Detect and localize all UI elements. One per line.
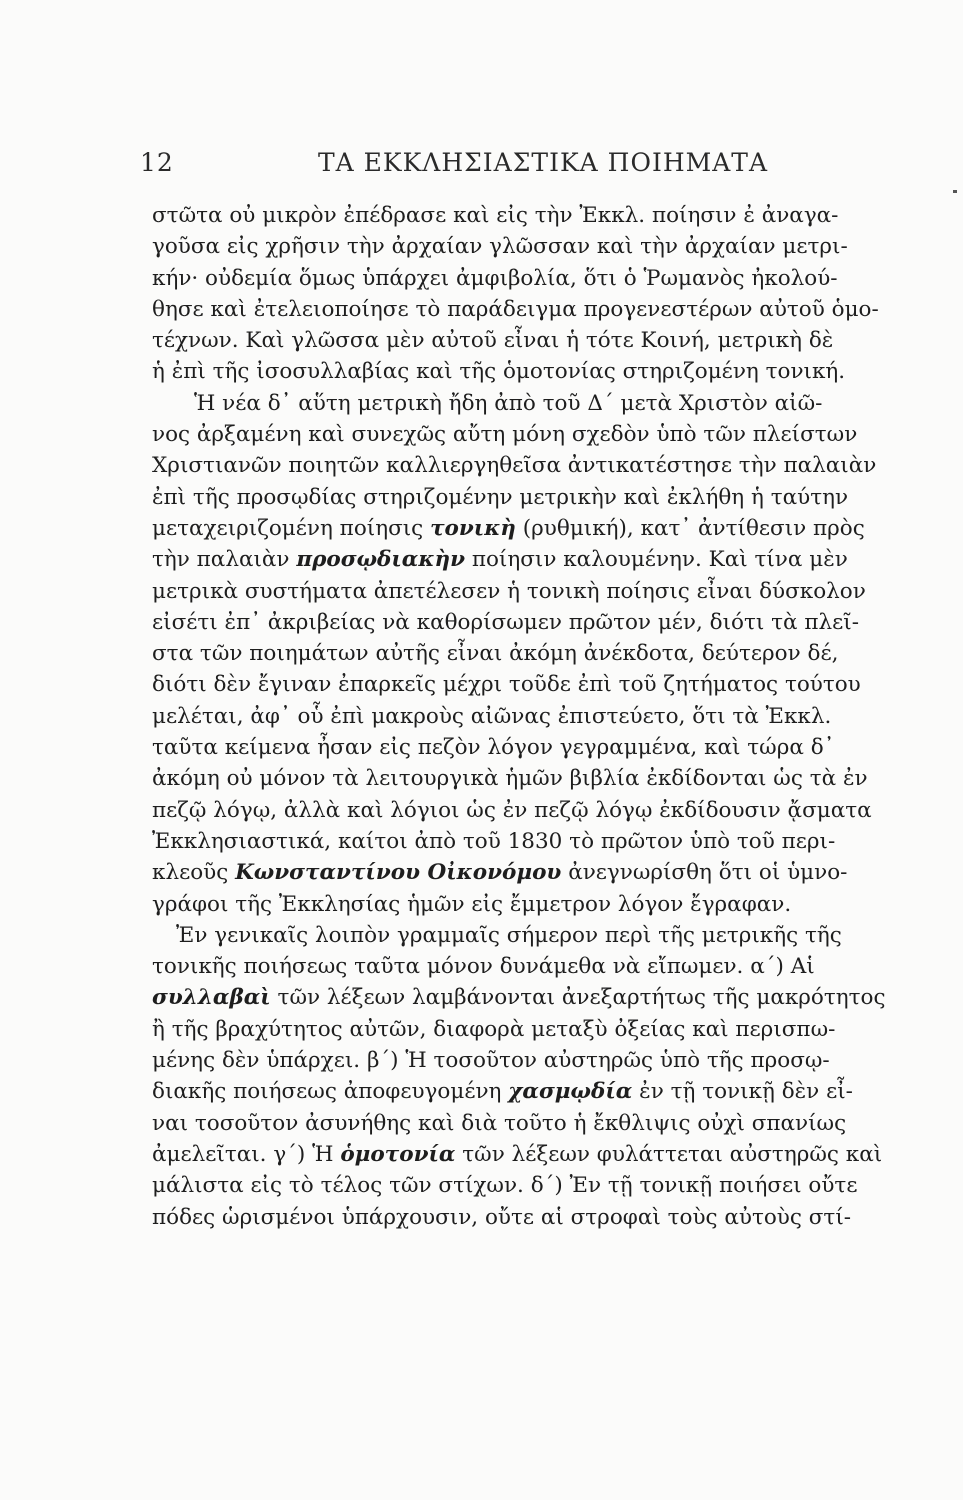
text-run: τὴν παλαιὰν <box>152 547 290 573</box>
text-line: γράφοι τῆς Ἐκκλησίας ἡμῶν εἰς ἔμμετρον λόγον ἔγραφαν. <box>152 891 792 917</box>
text-line <box>152 544 912 575</box>
text-run: ἀμελεῖται. γ´) Ἡ <box>152 1141 334 1167</box>
text-line: θησε καὶ ἐτελειοποίησε τὸ παράδειγμα προγενεστέρων αὐτοῦ ὁμο- <box>152 296 879 322</box>
text-line: Χριστιανῶν ποιητῶν καλλιεργηθεῖσα ἀντικατέστησε τὴν παλαιὰν <box>152 453 877 479</box>
emphasis-name: Κωνσταντίνου Οἰκονόμου <box>235 860 562 886</box>
emphasis-term: χασμῳδία <box>508 1079 633 1105</box>
text-line: τέχνων. Καὶ γλῶσσα μὲν αὐτοῦ εἶναι ἡ τότε Κοινή, μετρικὴ δὲ <box>152 328 834 354</box>
page-edge-mark <box>953 190 957 193</box>
text-line: γοῦσα εἰς χρῆσιν τὴν ἀρχαίαν γλῶσσαν καὶ τὴν ἀρχαίαν μετρι- <box>152 234 848 260</box>
text-line: πεζῷ λόγῳ, ἀλλὰ καὶ λόγιοι ὡς ἐν πεζῷ λόγῳ ἐκδίδουσιν ᾄσματα <box>152 797 872 823</box>
running-title: ΤΑ ΕΚΚΛΗΣΙΑΣΤΙΚΑ ΠΟΙΗΜΑΤΑ <box>318 148 768 177</box>
emphasis-term: ὁμοτονία <box>340 1141 456 1167</box>
text-line: μάλιστα εἰς τὸ τέλος τῶν στίχων. δ´) Ἐν τῇ τονικῇ ποιήσει οὔτε <box>152 1173 858 1199</box>
text-line: Ἡ νέα δ᾽ αὕτη μετρικὴ ἤδη ἀπὸ τοῦ Δ´ μετὰ Χριστὸν αἰῶ- <box>194 390 823 416</box>
text-line <box>152 857 912 888</box>
text-run: τῶν λέξεων φυλάττεται αὐστηρῶς καὶ <box>462 1141 883 1167</box>
text-line: πόδες ὡρισμένοι ὑπάρχουσιν, οὔτε αἱ στροφαὶ τοὺς αὐτοὺς στί- <box>152 1204 852 1230</box>
emphasis-term: συλλαβαὶ <box>152 985 271 1011</box>
emphasis-term: προσῳδιακὴν <box>296 547 465 573</box>
text-line <box>152 982 912 1013</box>
text-run: ποίησιν καλουμένην. Καὶ τίνα μὲν <box>471 547 848 573</box>
text-line: στῶτα οὐ μικρὸν ἐπέδρασε καὶ εἰς τὴν Ἐκκλ. ποίησιν ἐ ἀναγα- <box>152 203 839 228</box>
text-run: τῶν λέξεων λαμβάνονται ἀνεξαρτήτως τῆς μακρότητος <box>277 985 886 1011</box>
text-run: μεταχειριζομένη ποίησις <box>152 515 424 541</box>
body-text <box>152 200 912 1233</box>
emphasis-term: τονικὴ <box>430 515 516 541</box>
text-line <box>152 1139 912 1170</box>
page-number: 12 <box>140 148 174 177</box>
text-line: ἀκόμη οὐ μόνον τὰ λειτουργικὰ ἡμῶν βιβλία ἐκδίδονται ὡς τὰ ἐν <box>152 766 868 792</box>
text-line: Ἐν γενικαῖς λοιπὸν γραμμαῖς σήμερον περὶ τῆς μετρικῆς τῆς <box>176 922 842 948</box>
text-line <box>152 1076 912 1107</box>
text-line: ταῦτα κείμενα ἦσαν εἰς πεζὸν λόγον γεγραμμένα, καὶ τώρα δ᾽ <box>152 735 835 761</box>
text-run: διακῆς ποιήσεως ἀποφευγομένη <box>152 1079 502 1105</box>
text-line: εἰσέτι ἐπ᾽ ἀκριβείας νὰ καθορίσωμεν πρῶτον μέν, διότι τὰ πλεῖ- <box>152 609 859 635</box>
page-header <box>0 148 963 184</box>
text-line: κήν· οὐδεμία ὅμως ὑπάρχει ἀμφιβολία, ὅτι ὁ Ῥωμανὸς ἠκολού- <box>152 265 838 291</box>
text-line: ναι τοσοῦτον ἀσυνήθης καὶ διὰ τοῦτο ἡ ἔκθλιψις οὐχὶ σπανίως <box>152 1110 847 1136</box>
text-line: μένης δὲν ὑπάρχει. β´) Ἡ τοσοῦτον αὐστηρῶς ὑπὸ τῆς προσῳ- <box>152 1048 830 1074</box>
text-line: μετρικὰ συστήματα ἀπετέλεσεν ἡ τονικὴ ποίησις εἶναι δύσκολον <box>152 578 866 604</box>
text-line: ἢ τῆς βραχύτητος αὐτῶν, διαφορὰ μεταξὺ ὀξείας καὶ περισπω- <box>152 1016 836 1042</box>
text-line <box>152 513 912 544</box>
text-line: στα τῶν ποιημάτων αὐτῆς εἶναι ἀκόμη ἀνέκδοτα, δεύτερον δέ, <box>152 641 839 667</box>
text-line: ἡ ἐπὶ τῆς ἰσοσυλλαβίας καὶ τῆς ὁμοτονίας στηριζομένη τονική. <box>152 359 846 385</box>
text-line: τονικῆς ποιήσεως ταῦτα μόνον δυνάμεθα νὰ εἴπωμεν. α´) Αἱ <box>152 954 815 980</box>
text-line: Ἐκκλησιαστικά, καίτοι ἀπὸ τοῦ 1830 τὸ πρῶτον ὑπὸ τοῦ περι- <box>152 828 836 854</box>
text-run: κλεοῦς <box>152 860 229 886</box>
text-line: ἐπὶ τῆς προσῳδίας στηριζομένην μετρικὴν καὶ ἐκλήθη ἡ ταύτην <box>152 484 849 510</box>
text-line: μελέται, ἀφ᾽ οὗ ἐπὶ μακροὺς αἰῶνας ἐπιστεύετο, ὅτι τὰ Ἐκκλ. <box>152 703 832 729</box>
text-run: ἐν τῇ τονικῇ δὲν εἶ- <box>639 1079 853 1105</box>
text-run: ἀνεγνωρίσθη ὅτι οἱ ὑμνο- <box>568 860 848 886</box>
text-line: διότι δὲν ἔγιναν ἐπαρκεῖς μέχρι τοῦδε ἐπὶ τοῦ ζητήματος τούτου <box>152 672 861 698</box>
text-line: νος ἀρξαμένη καὶ συνεχῶς αὔτη μόνη σχεδὸν ὑπὸ τῶν πλείστων <box>152 422 858 448</box>
text-run: (ρυθμική), κατ᾽ ἀντίθεσιν πρὸς <box>522 515 865 541</box>
